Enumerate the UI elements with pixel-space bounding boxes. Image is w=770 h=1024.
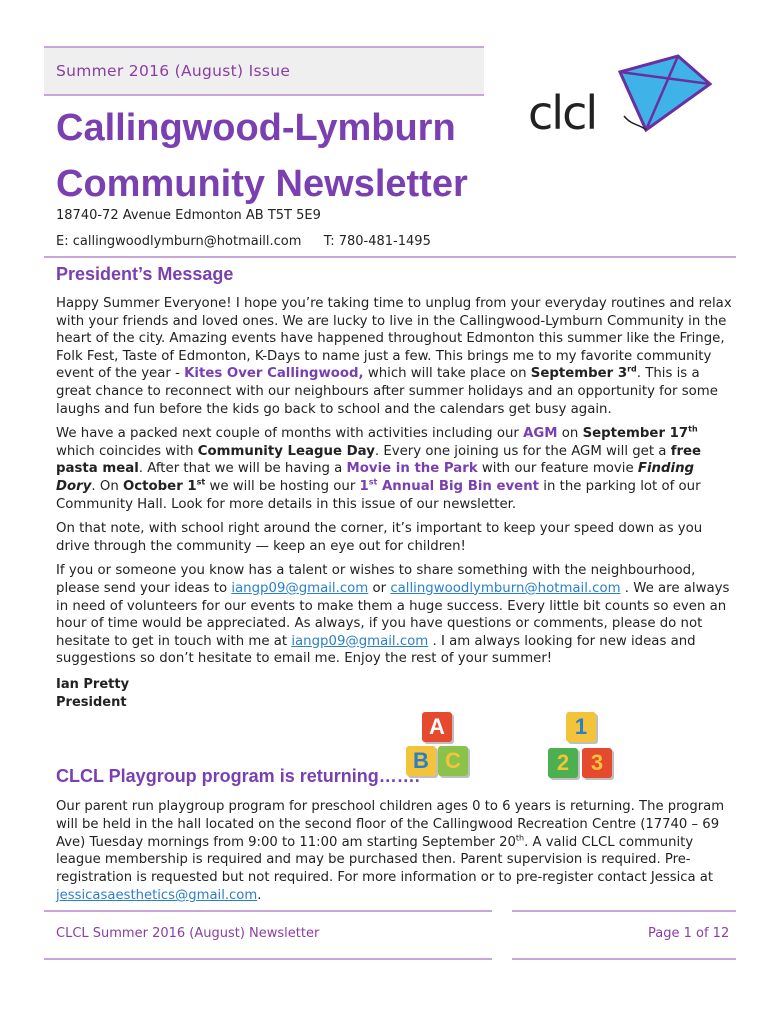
email-link[interactable]: iangp09@gmail.com (231, 580, 369, 596)
paragraph: On that note, with school right around the corner, it’s important to keep your speed down as you drive through the community — keep an eye out for children! (56, 521, 703, 554)
president-message (56, 295, 734, 675)
signer-title: President (56, 695, 127, 710)
signature (56, 676, 129, 712)
paragraph: We have a packed next couple of months with activities including our AGM on September 17th which coincides with Community League Day. Every one joining us for the AGM will get a free pasta meal. After that we will be having a Movie in the Park with our feature movie Finding Dory. On October 1st we will be hosting our 1st Annual Big Bin event in the parking lot of our Community Hall. Look for more details in this issue of our newsletter. (56, 424, 702, 512)
divider (44, 256, 736, 258)
email-link[interactable]: callingwoodlymburn@hotmail.com (390, 580, 621, 596)
issue-banner (44, 46, 484, 96)
email-link[interactable]: jessicasaesthetics@gmail.com (56, 887, 258, 903)
footer-rule-left (44, 910, 492, 912)
logo-text: clcl (528, 86, 597, 140)
playgroup-body: Our parent run playgroup program for preschool children ages 0 to 6 years is returning. The program will be held in the hall located on the second floor of the Callingwood Recreation Centre (17740 – 69 Ave) Tuesday mornings from 9:00 to 11:00 am starting September 20th. A valid CLCL community league membership is required and may be purchased then. Parent supervision is required. Pre-registration is requested but not required. For more information or to pre-register contact Jessica at jessicasaesthetics@gmail.com. (56, 799, 725, 903)
page-number: Page 1 of 12 (648, 926, 730, 941)
abc-blocks-image: A B C (404, 708, 474, 778)
paragraph: Happy Summer Everyone! I hope you’re taking time to unplug from your everyday routines and relax with your friends and loved ones. We are lucky to live in the Callingwood-Lymburn Community in the heart of the city. Amazing events have happened throughout Edmonton this summer like the Fringe, Folk Fest, Taste of Edmonton, K-Days to name just a few. This brings me to my favorite community event of the year - Kites Over Callingwood, which will take place on September 3rd. This is a great chance to reconnect with our neighbours after summer holidays and an opportunity for some laughs and fun before the kids go back to school and the calendars get busy again. (56, 296, 732, 417)
email-link[interactable]: iangp09@gmail.com (291, 633, 429, 649)
address: 18740-72 Avenue Edmonton AB T5T 5E9 (56, 208, 321, 223)
issue-label: Summer 2016 (August) Issue (56, 62, 291, 80)
president-heading: President’s Message (56, 264, 234, 284)
footer-title: CLCL Summer 2016 (August) Newsletter (56, 926, 320, 941)
page-title (56, 100, 516, 212)
title-line-2: Community Newsletter (56, 163, 468, 205)
paragraph: If you or someone you know has a talent or wishes to share something with the neighbourhood, please send your ideas to iangp09@gmail.com or callingwoodlymburn@hotmail.com . We are always in need of volunteers for our events to make them a huge success. Every little bit counts so even an hour of time would be appreciated. As always, if you have questions or comments, please do not hesitate to get in touch with me at iangp09@gmail.com . I am always looking for new ideas and suggestions so don’t hesitate to email me. Enjoy the rest of your summer! (56, 563, 730, 667)
phone-contact: T: 780-481-1495 (323, 234, 431, 249)
footer-rule-left-bottom (44, 958, 492, 960)
number-blocks-image: 1 2 3 (544, 708, 624, 780)
contact-line (56, 234, 431, 249)
email-contact: E: callingwoodlymburn@hotmaill.com (56, 234, 302, 249)
footer-rule-right (512, 910, 736, 912)
kites-event: Kites Over Callingwood, (184, 366, 364, 382)
playgroup-heading: CLCL Playgroup program is returning……. (56, 766, 420, 786)
signer-name: Ian Pretty (56, 677, 130, 692)
clcl-logo (528, 52, 718, 142)
footer-rule-right-bottom (512, 958, 736, 960)
title-line-1: Callingwood-Lymburn (56, 107, 456, 149)
